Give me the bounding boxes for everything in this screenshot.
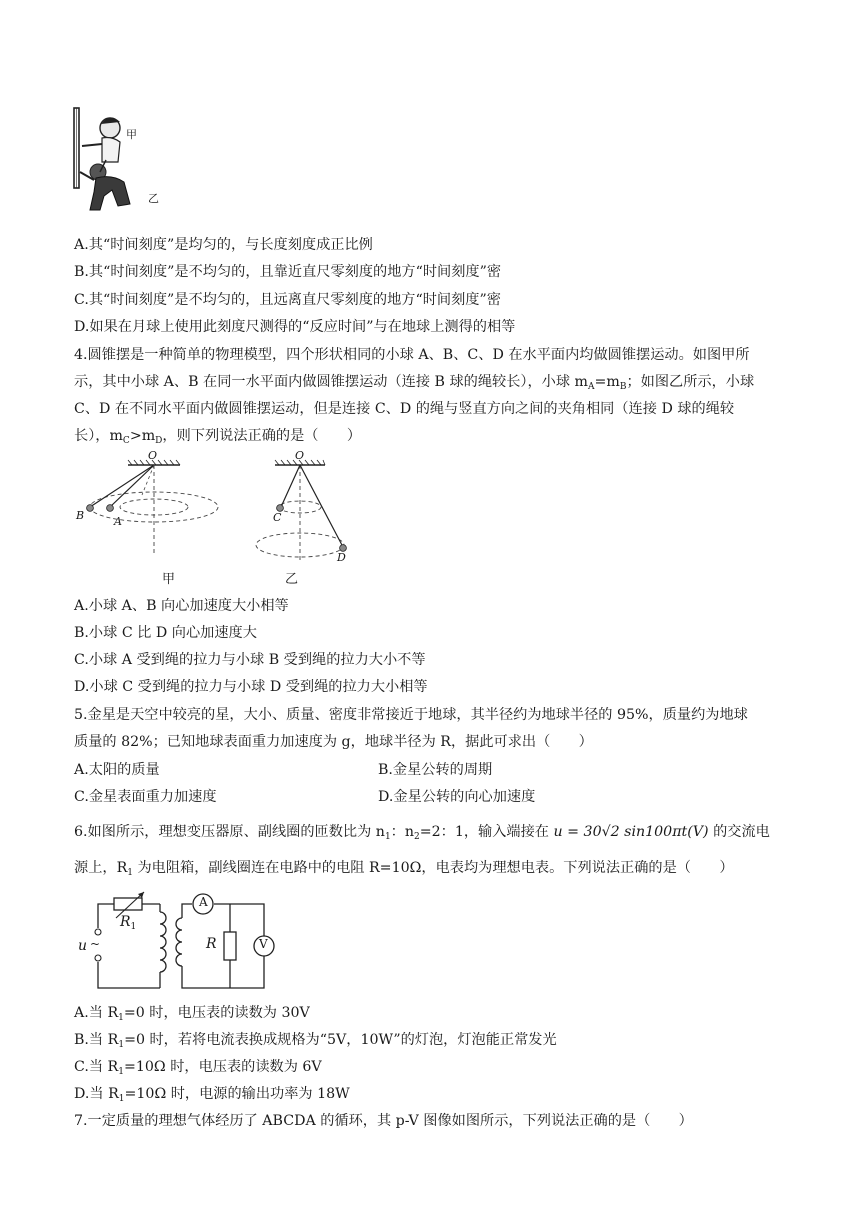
q3-option-d: D.如果在月球上使用此刻度尺测得的“反应时间”与在地球上测得的相等 xyxy=(74,319,516,335)
caption-yi: 乙 xyxy=(285,572,299,587)
q5-option-a: A.太阳的质量 xyxy=(74,762,160,778)
label-D: D xyxy=(337,551,346,564)
label-O-jia: O xyxy=(148,449,158,462)
pendulum-jia-drawing xyxy=(70,455,240,565)
q4-stem-line2: 示，其中小球 A、B 在同一水平面内做圆锥摆运动（连接 B 球的绳较长），小球 $m_A=m_B$；如图乙所示，小球 xyxy=(74,374,755,392)
label-u: u xyxy=(78,938,88,954)
q6-formula: u = 30√2 sin100πt(V) xyxy=(553,824,709,840)
q6-option-b: B.当 $R_1=0$ 时，若将电流表换成规格为“5V，10W”的灯泡，灯泡能正常发光 xyxy=(74,1032,557,1050)
q5-option-c: C.金星表面重力加速度 xyxy=(74,789,217,805)
label-B: B xyxy=(76,509,85,522)
figure-conical-pendulum-yi xyxy=(245,449,365,587)
q3-option-b: B.其“时间刻度”是不均匀的，且靠近直尺零刻度的地方“时间刻度”密 xyxy=(74,264,502,280)
label-A: A xyxy=(114,515,122,528)
q4-option-c: C.小球 A 受到绳的拉力与小球 B 受到绳的拉力大小不等 xyxy=(74,652,426,668)
label-ac-tilde: ~ xyxy=(90,937,101,951)
figure-ruler-reaction xyxy=(60,100,170,220)
q6-option-c: C.当 $R_1=10\Omega$ 时，电压表的读数为 6V xyxy=(74,1059,322,1077)
label-O-yi: O xyxy=(295,449,305,462)
figure-transformer-circuit xyxy=(70,888,280,998)
q3-option-c: C.其“时间刻度”是不均匀的，且远离直尺零刻度的地方“时间刻度”密 xyxy=(74,292,501,308)
label-yi: 乙 xyxy=(148,192,159,205)
q4-option-a: A.小球 A、B 向心加速度大小相等 xyxy=(74,598,289,614)
q5-option-b: B.金星公转的周期 xyxy=(378,762,493,778)
q4-stem-line1: 4.圆锥摆是一种简单的物理模型，四个形状相同的小球 A、B、C、D 在水平面内均做圆锥摆运动。如图甲所 xyxy=(74,347,750,363)
caption-jia: 甲 xyxy=(162,572,176,587)
q7-stem-line1: 7.一定质量的理想气体经历了 ABCDA 的循环，其 p-V 图像如图所示，下列说法正确的是（ ） xyxy=(74,1113,693,1129)
q5-option-d: D.金星公转的向心加速度 xyxy=(378,789,536,805)
q4-stem-line3: C、D 在不同水平面内做圆锥摆运动，但是连接 C、D 的绳与竖直方向之间的夹角相同（连接 D 球的绳较 xyxy=(74,401,735,417)
q4-stem-line4: 长），$m_C>m_D$，则下列说法正确的是（ ） xyxy=(74,428,362,446)
ammeter-label: A xyxy=(199,895,208,909)
label-R1: $R_1$ xyxy=(120,914,137,932)
label-jia: 甲 xyxy=(126,128,137,141)
figure-conical-pendulum-jia xyxy=(70,449,240,587)
voltmeter-label: V xyxy=(259,937,268,951)
q6-stem-line1: 6.如图所示，理想变压器原、副线圈的匝数比为 $n_1$：$n_2=2$：1，输入端接在 u = 30√2 sin100πt(V) 的交流电 xyxy=(74,824,770,842)
q4-option-d: D.小球 C 受到绳的拉力与小球 D 受到绳的拉力大小相等 xyxy=(74,679,428,695)
q5-stem-line1: 5.金星是天空中较亮的星，大小、质量、密度非常接近于地球，其半径约为地球半径的 95%，质量约为地球 xyxy=(74,707,748,723)
label-R: R xyxy=(206,936,217,952)
q3-option-a: A.其“时间刻度”是均匀的，与长度刻度成正比例 xyxy=(74,237,373,253)
transformer-circuit-drawing xyxy=(70,888,280,998)
pendulum-yi-drawing xyxy=(245,455,365,565)
q5-stem-line2: 质量的 82%；已知地球表面重力加速度为 g，地球半径为 R，据此可求出（ ） xyxy=(74,734,593,750)
q6-option-a: A.当 $R_1=0$ 时，电压表的读数为 30V xyxy=(74,1005,310,1023)
label-C: C xyxy=(273,511,282,524)
q6-option-d: D.当 $R_1=10\Omega$ 时，电源的输出功率为 18W xyxy=(74,1086,350,1104)
q4-option-b: B.小球 C 比 D 向心加速度大 xyxy=(74,625,257,641)
q6-stem-line2: 源上，$R_1$ 为电阻箱，副线圈连在电路中的电阻 R=10Ω，电表均为理想电表。下列说法正确的是（ ） xyxy=(74,860,734,878)
